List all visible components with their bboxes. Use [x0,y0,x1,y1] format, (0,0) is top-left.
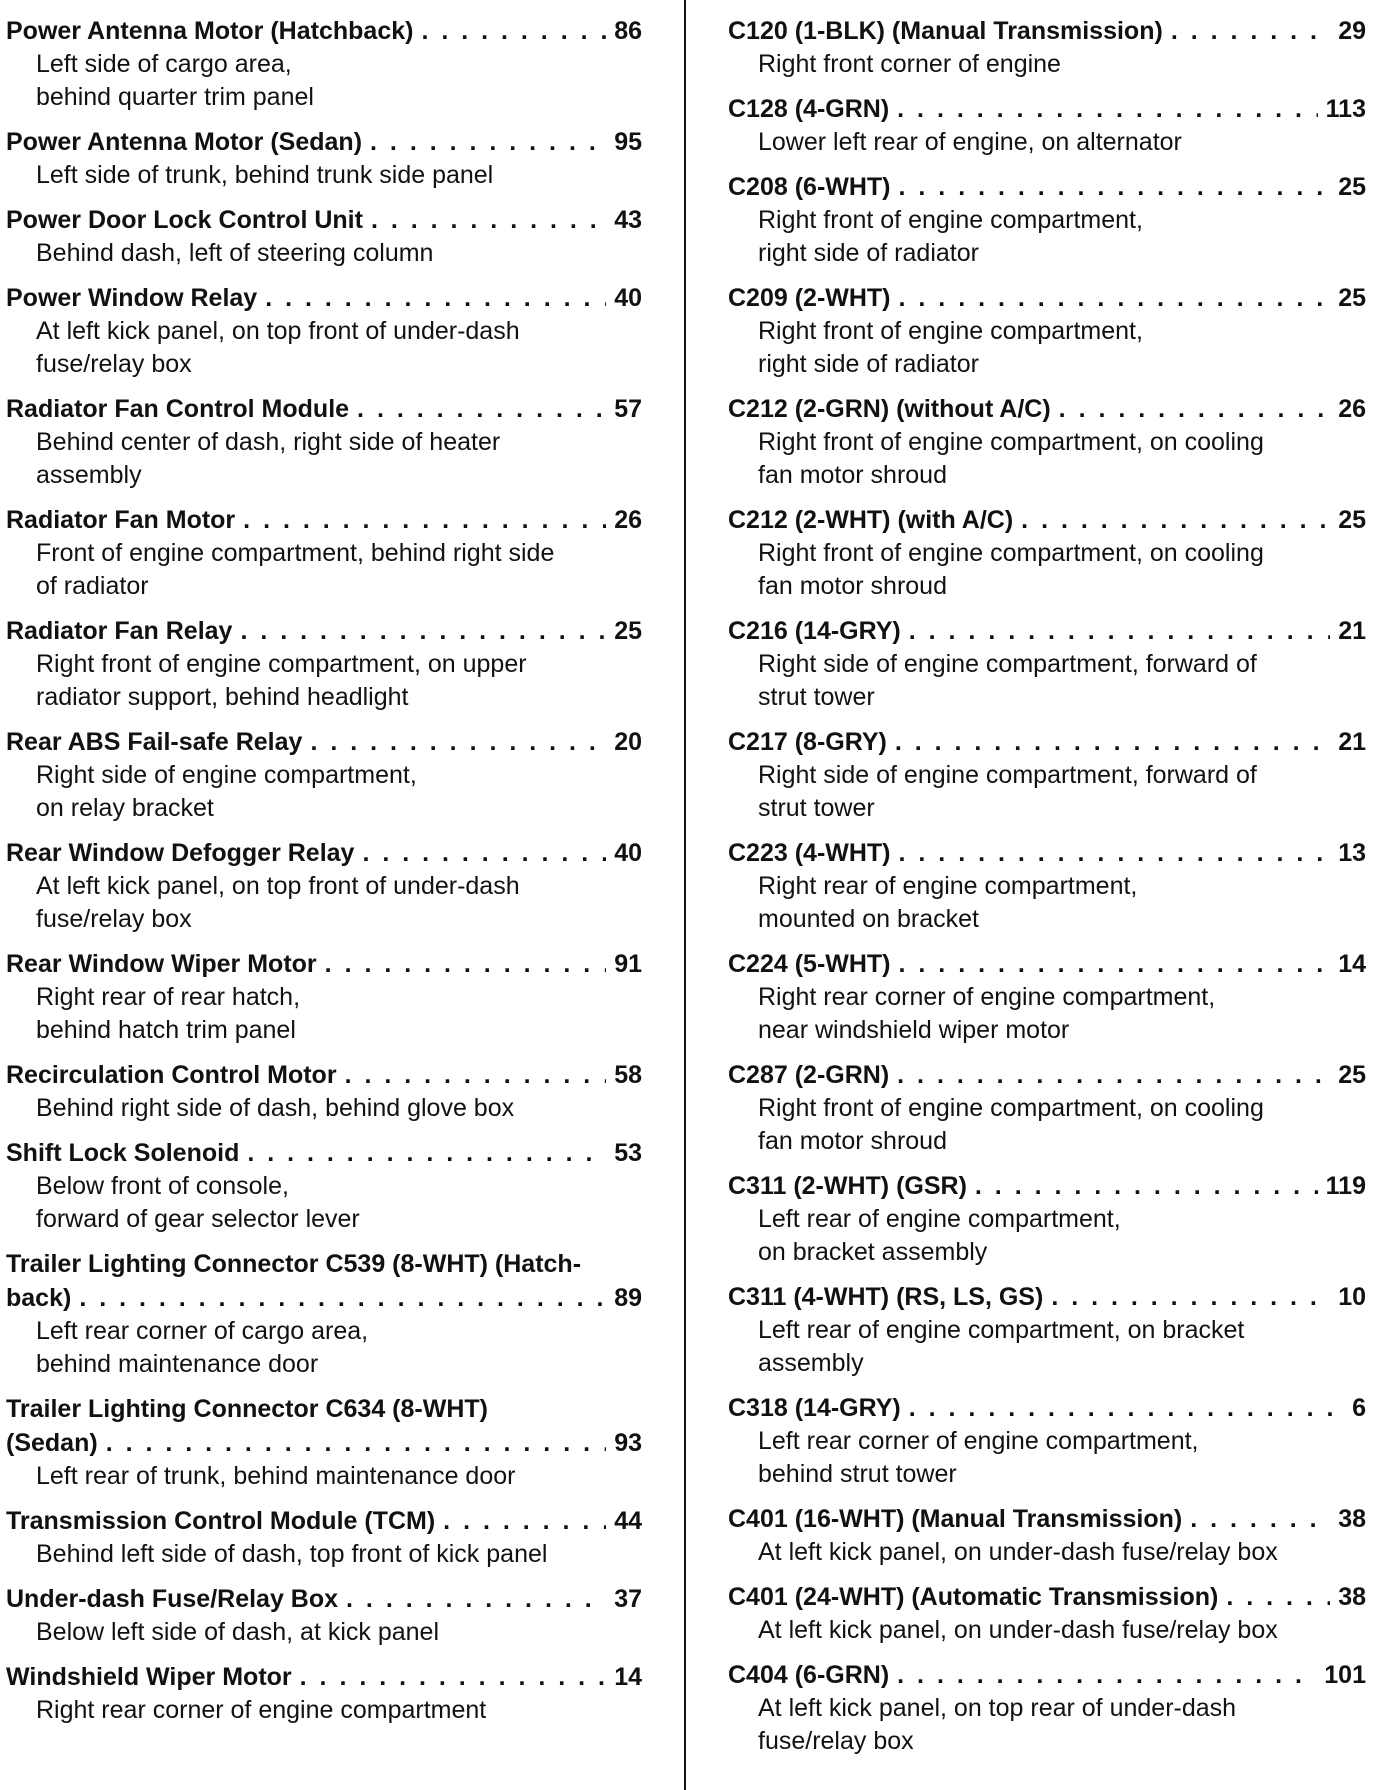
page-number: 101 [1324,1661,1366,1689]
entry-title: C217 (8-GRY) [728,728,887,756]
page-number: 113 [1325,95,1366,123]
entry-title: back) [6,1284,72,1312]
entry-location: forward of gear selector lever [36,1205,360,1233]
entry-title-row [6,125,642,159]
entry-title-row [6,392,642,426]
entry-title-row [6,1058,642,1092]
entry-title-row [728,14,1366,48]
entry-title-row [728,281,1366,315]
page-number: 37 [614,1585,642,1613]
entry-location: fan motor shroud [758,572,947,600]
page-number: 26 [1338,395,1366,423]
entry-location: Right front of engine compartment, [758,206,1143,234]
index-entry [6,725,642,825]
entry-title-row [6,836,642,870]
page-number: 13 [1338,839,1366,867]
entry-title: C287 (2-GRN) [728,1061,890,1089]
entry-location: At left kick panel, on under-dash fuse/relay box [758,1538,1278,1566]
entry-title-row [728,170,1366,204]
index-entry [728,281,1366,381]
entry-location: Left rear corner of cargo area, [36,1317,369,1345]
entry-location: Below front of console, [36,1172,289,1200]
entry-title: C128 (4-GRN) [728,95,890,123]
index-entry [6,1582,642,1649]
dot-leader [239,1136,606,1170]
entry-location: Left rear of trunk, behind maintenance door [36,1462,516,1490]
entry-title-row [6,203,642,237]
index-entry [6,125,642,192]
dot-leader [337,1058,607,1092]
entry-location: behind strut tower [758,1460,957,1488]
entry-title-row [6,1426,642,1460]
entry-title-row [728,1058,1366,1092]
page-number: 57 [614,395,642,423]
dot-leader [889,92,1318,126]
dot-leader [891,836,1331,870]
page-number: 26 [614,506,642,534]
index-entry [728,1058,1366,1158]
dot-leader [1163,14,1330,48]
entry-title: Rear ABS Fail-safe Relay [6,728,303,756]
column-divider [684,0,686,1790]
page-number: 95 [614,128,642,156]
entry-title-row [6,947,642,981]
index-entry [728,1169,1366,1269]
dot-leader [1182,1502,1330,1536]
page-number: 40 [614,284,642,312]
entry-location: Right rear of rear hatch, [36,983,301,1011]
entry-title: Shift Lock Solenoid [6,1139,240,1167]
entry-title: C318 (14-GRY) [728,1394,901,1422]
dot-leader [292,1660,607,1694]
index-entry [728,614,1366,714]
entry-title: Rear Window Wiper Motor [6,950,317,978]
entry-location: right side of radiator [758,239,979,267]
entry-location: Behind center of dash, right side of heater [36,428,501,456]
index-entry [6,203,642,270]
entry-location: At left kick panel, on top rear of under-dash [758,1694,1237,1722]
entry-location: fuse/relay box [36,350,192,378]
index-entry [6,1136,642,1236]
entry-title: C224 (5-WHT) [728,950,891,978]
dot-leader [887,725,1330,759]
entry-title: C311 (2-WHT) (GSR) [728,1172,967,1200]
page-number: 25 [1338,1061,1366,1089]
index-entry [6,14,642,114]
entry-location: on bracket assembly [758,1238,988,1266]
page-number: 6 [1352,1394,1366,1422]
entry-location: Right rear of engine compartment, [758,872,1138,900]
entry-title-row [6,1281,642,1315]
page-number: 93 [614,1429,642,1457]
page-number: 86 [614,17,642,45]
entry-title-row [728,1658,1366,1692]
entry-location: assembly [758,1349,864,1377]
dot-leader [363,203,606,237]
index-entry [6,614,642,714]
page-number: 43 [614,206,642,234]
entry-title-row [6,1504,642,1538]
entry-title-row [6,1582,642,1616]
index-entry [728,503,1366,603]
entry-title-row [728,1169,1366,1203]
entry-location: Left side of trunk, behind trunk side panel [36,161,494,189]
dot-leader [891,170,1331,204]
index-entry [6,392,642,492]
page-number: 25 [614,617,642,645]
entry-location: Front of engine compartment, behind right side [36,539,555,567]
entry-title: C401 (16-WHT) (Manual Transmission) [728,1505,1183,1533]
entry-title-row [728,1280,1366,1314]
entry-title: Radiator Fan Control Module [6,395,350,423]
left-column [6,14,642,1738]
entry-location: At left kick panel, on top front of under-dash [36,872,520,900]
page-number: 21 [1338,617,1366,645]
dot-leader [891,947,1331,981]
dot-leader [232,614,606,648]
index-entry [6,281,642,381]
entry-location: fan motor shroud [758,461,947,489]
entry-title: Radiator Fan Relay [6,617,233,645]
entry-title-row [728,836,1366,870]
entry-title: C120 (1-BLK) (Manual Transmission) [728,17,1163,45]
entry-title-row [728,1580,1366,1614]
dot-leader [317,947,607,981]
index-entry [728,1391,1366,1491]
dot-leader [349,392,606,426]
entry-location: behind hatch trim panel [36,1016,296,1044]
index-entry [728,1502,1366,1569]
dot-leader [901,614,1330,648]
dot-leader [889,1058,1330,1092]
page-number: 89 [614,1284,642,1312]
index-entry [728,947,1366,1047]
dot-leader [257,281,606,315]
dot-leader [302,725,606,759]
entry-location: strut tower [758,794,875,822]
entry-location: Behind dash, left of steering column [36,239,434,267]
entry-title: Transmission Control Module (TCM) [6,1507,436,1535]
entry-title-row [6,1660,642,1694]
page-number: 58 [614,1061,642,1089]
entry-location: Right front of engine compartment, on cooling [758,1094,1264,1122]
index-entry [6,1392,642,1493]
entry-title: Under-dash Fuse/Relay Box [6,1585,339,1613]
entry-title: C216 (14-GRY) [728,617,901,645]
entry-location: Right rear corner of engine compartment [36,1696,487,1724]
page-number: 25 [1338,173,1366,201]
entry-location: Behind right side of dash, behind glove box [36,1094,515,1122]
dot-leader [362,125,606,159]
entry-location: Right front of engine compartment, on cooling [758,428,1264,456]
index-entry [6,1504,642,1571]
entry-title: C208 (6-WHT) [728,173,891,201]
entry-location: radiator support, behind headlight [36,683,409,711]
dot-leader [889,1658,1316,1692]
index-entry [6,836,642,936]
index-entry [6,1660,642,1727]
entry-title-line1: Trailer Lighting Connector C539 (8-WHT) (Hatch- [6,1250,582,1278]
index-entry [728,836,1366,936]
entry-location: mounted on bracket [758,905,979,933]
index-entry [728,1280,1366,1380]
entry-location: assembly [36,461,142,489]
dot-leader [1051,392,1331,426]
entry-title-row [6,281,642,315]
index-entry [728,725,1366,825]
entry-location: Right side of engine compartment, forward of [758,650,1257,678]
entry-title: Power Antenna Motor (Sedan) [6,128,363,156]
dot-leader [338,1582,606,1616]
entry-location: Lower left rear of engine, on alternator [758,128,1182,156]
page-number: 20 [614,728,642,756]
entry-location: Left rear of engine compartment, on bracket [758,1316,1245,1344]
index-entry [6,947,642,1047]
dot-leader [71,1281,606,1315]
entry-title-row [728,1391,1366,1425]
entry-location: Left rear corner of engine compartment, [758,1427,1199,1455]
entry-location: Below left side of dash, at kick panel [36,1618,440,1646]
entry-location: At left kick panel, on under-dash fuse/relay box [758,1616,1278,1644]
dot-leader [413,14,606,48]
entry-title: C311 (4-WHT) (RS, LS, GS) [728,1283,1044,1311]
entry-title-row [6,503,642,537]
entry-location: At left kick panel, on top front of under-dash [36,317,520,345]
entry-title-row [728,1502,1366,1536]
index-entry [6,503,642,603]
page-number: 119 [1325,1172,1366,1200]
entry-location: of radiator [36,572,149,600]
entry-title-row [6,614,642,648]
dot-leader [1218,1580,1330,1614]
entry-title-row [728,947,1366,981]
index-entry [728,14,1366,81]
entry-location: fuse/relay box [758,1727,914,1755]
entry-title-line1: Trailer Lighting Connector C634 (8-WHT) [6,1395,488,1423]
entry-location: fan motor shroud [758,1127,947,1155]
entry-title: C209 (2-WHT) [728,284,891,312]
entry-title: C212 (2-GRN) (without A/C) [728,395,1051,423]
dot-leader [354,836,606,870]
entry-location: Right front of engine compartment, [758,317,1143,345]
entry-title-row [728,503,1366,537]
index-entry [6,1247,642,1381]
dot-leader [891,281,1331,315]
page-number: 21 [1338,728,1366,756]
entry-location: Right rear corner of engine compartment, [758,983,1216,1011]
entry-title-row [728,614,1366,648]
entry-title: (Sedan) [6,1429,98,1457]
page-number: 25 [1338,284,1366,312]
entry-location: Right front of engine compartment, on upper [36,650,527,678]
entry-location: Left side of cargo area, [36,50,292,78]
entry-title-row [6,1136,642,1170]
entry-title-row [728,92,1366,126]
page-number: 25 [1338,506,1366,534]
entry-title-row [6,14,642,48]
page-number: 29 [1338,17,1366,45]
dot-leader [98,1426,607,1460]
page-number: 14 [1338,950,1366,978]
entry-location: strut tower [758,683,875,711]
entry-title: C401 (24-WHT) (Automatic Transmission) [728,1583,1219,1611]
entry-title: Radiator Fan Motor [6,506,236,534]
entry-location: Right front corner of engine [758,50,1061,78]
entry-title-row [728,392,1366,426]
page-number: 10 [1338,1283,1366,1311]
entry-location: near windshield wiper motor [758,1016,1070,1044]
page-number: 40 [614,839,642,867]
entry-title-row [728,725,1366,759]
page-number: 14 [614,1663,642,1691]
entry-title: Rear Window Defogger Relay [6,839,355,867]
page-number: 91 [614,950,642,978]
entry-title: Power Door Lock Control Unit [6,206,363,234]
entry-location: fuse/relay box [36,905,192,933]
page-number: 53 [614,1139,642,1167]
page-number: 38 [1338,1505,1366,1533]
dot-leader [967,1169,1318,1203]
right-column [728,14,1366,1769]
entry-location: right side of radiator [758,350,979,378]
entry-title: Windshield Wiper Motor [6,1663,292,1691]
index-entry [728,1580,1366,1647]
entry-location: Behind left side of dash, top front of kick panel [36,1540,548,1568]
entry-title: Power Antenna Motor (Hatchback) [6,17,414,45]
entry-title: C404 (6-GRN) [728,1661,890,1689]
page-number: 44 [614,1507,642,1535]
dot-leader [435,1504,606,1538]
entry-title: C212 (2-WHT) (with A/C) [728,506,1014,534]
dot-leader [1013,503,1330,537]
entry-location: behind maintenance door [36,1350,319,1378]
entry-location: on relay bracket [36,794,214,822]
dot-leader [1043,1280,1330,1314]
entry-location: Right front of engine compartment, on cooling [758,539,1264,567]
index-entry [6,1058,642,1125]
entry-title: C223 (4-WHT) [728,839,891,867]
index-entry [728,170,1366,270]
entry-title: Power Window Relay [6,284,258,312]
index-entry [728,392,1366,492]
entry-title-row [6,725,642,759]
page-number: 38 [1338,1583,1366,1611]
entry-title: Recirculation Control Motor [6,1061,337,1089]
index-entry [728,92,1366,159]
dot-leader [901,1391,1344,1425]
entry-location: Left rear of engine compartment, [758,1205,1121,1233]
dot-leader [235,503,606,537]
entry-location: Right side of engine compartment, [36,761,417,789]
entry-location: behind quarter trim panel [36,83,314,111]
index-entry [728,1658,1366,1758]
entry-location: Right side of engine compartment, forward of [758,761,1257,789]
